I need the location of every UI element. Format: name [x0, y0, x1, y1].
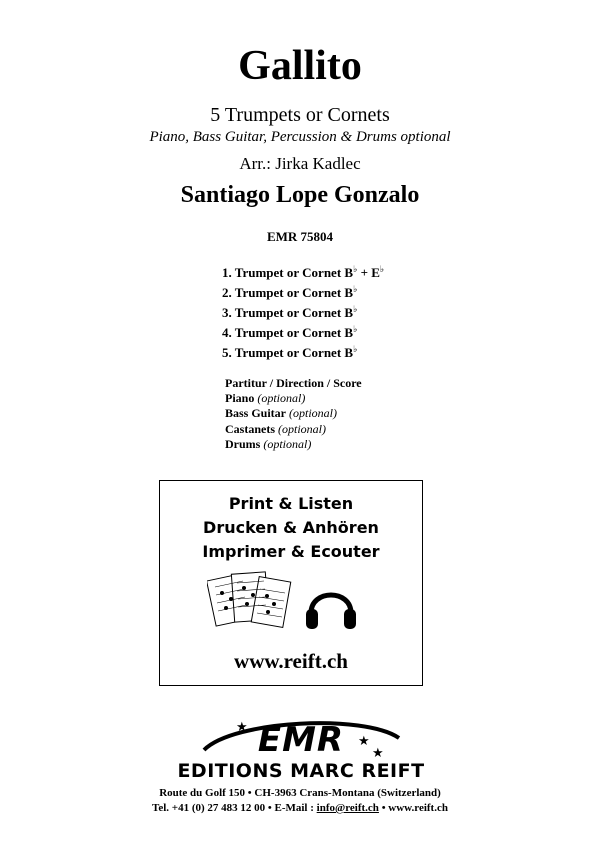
catalog-number: EMR 75804: [266, 229, 334, 244]
extra-item: [225, 391, 362, 406]
part-item: [222, 259, 384, 279]
sheet-music-icon: [207, 569, 293, 631]
extra-parts-list: [225, 376, 362, 452]
star-icon: ★: [236, 719, 248, 734]
part-number: 4.: [222, 325, 232, 340]
extra-item: [225, 437, 362, 452]
flat-sign: ♭: [353, 324, 358, 334]
extra-item: [225, 376, 362, 391]
contact-website: • www.reift.ch: [378, 802, 448, 814]
extra-name: Piano: [225, 391, 255, 406]
extra-note: (optional): [254, 391, 306, 406]
star-icon: ★: [372, 745, 384, 760]
print-listen-box[interactable]: [159, 480, 423, 686]
parts-list: [222, 259, 384, 359]
composer: Santiago Lope Gonzalo: [180, 182, 420, 208]
email-link[interactable]: info@reift.ch: [316, 802, 379, 814]
part-number: 3.: [222, 305, 232, 320]
instrumentation: 5 Trumpets or Cornets: [210, 104, 390, 126]
publisher-address: Route du Golf 150 • CH-3963 Crans-Montana (Switzerland): [159, 787, 441, 799]
piece-title: Gallito: [238, 43, 362, 89]
part-item: [222, 319, 384, 339]
extra-item: [225, 422, 362, 437]
extra-note: (optional): [275, 421, 326, 436]
part-number: 1.: [222, 265, 232, 280]
part-name: Trumpet or Cornet B: [234, 265, 354, 280]
publisher-contacts: [0, 802, 600, 814]
part-item: [222, 299, 384, 319]
promo-line-german: Drucken & Anhören: [203, 518, 379, 537]
flat-sign: ♭: [353, 284, 358, 294]
part-name: Trumpet or Cornet B: [234, 305, 354, 320]
website-link[interactable]: www.reift.ch: [234, 649, 348, 673]
extra-name: Castanets: [225, 421, 275, 436]
part-number: 2.: [222, 285, 232, 300]
logo-mark: EMR: [257, 720, 345, 760]
headphones-icon: [303, 579, 359, 633]
promo-line-english: Print & Listen: [228, 494, 354, 513]
part-name: Trumpet or Cornet B: [234, 325, 354, 340]
part-number: 5.: [222, 345, 232, 360]
extra-note: (optional): [260, 436, 312, 451]
publisher-logo: [150, 714, 452, 786]
part-name: Trumpet or Cornet B: [234, 345, 354, 360]
part-name: Trumpet or Cornet B: [234, 285, 354, 300]
flat-sign: ♭: [353, 304, 358, 314]
contact-phone: Tel. +41 (0) 27 483 12 00 • E-Mail :: [152, 802, 317, 814]
promo-line-french: Imprimer & Ecouter: [202, 542, 380, 561]
publisher-name: EDITIONS MARC REIFT: [177, 760, 425, 782]
arranger: Arr.: Jirka Kadlec: [239, 154, 361, 173]
extra-name: Drums: [225, 436, 261, 451]
part-item: [222, 339, 384, 359]
extra-item: [225, 406, 362, 421]
part-extra: + E: [357, 265, 380, 280]
extra-name: Bass Guitar: [225, 406, 287, 421]
part-item: [222, 279, 384, 299]
flat-sign: ♭: [353, 344, 358, 354]
flat-sign: ♭: [379, 264, 385, 274]
flat-sign: ♭: [353, 264, 358, 274]
extra-note: (optional): [286, 406, 338, 421]
extra-name: Partitur / Direction / Score: [225, 376, 362, 390]
optional-instruments: Piano, Bass Guitar, Percussion & Drums optional: [149, 129, 451, 145]
star-icon: ★: [358, 733, 370, 748]
